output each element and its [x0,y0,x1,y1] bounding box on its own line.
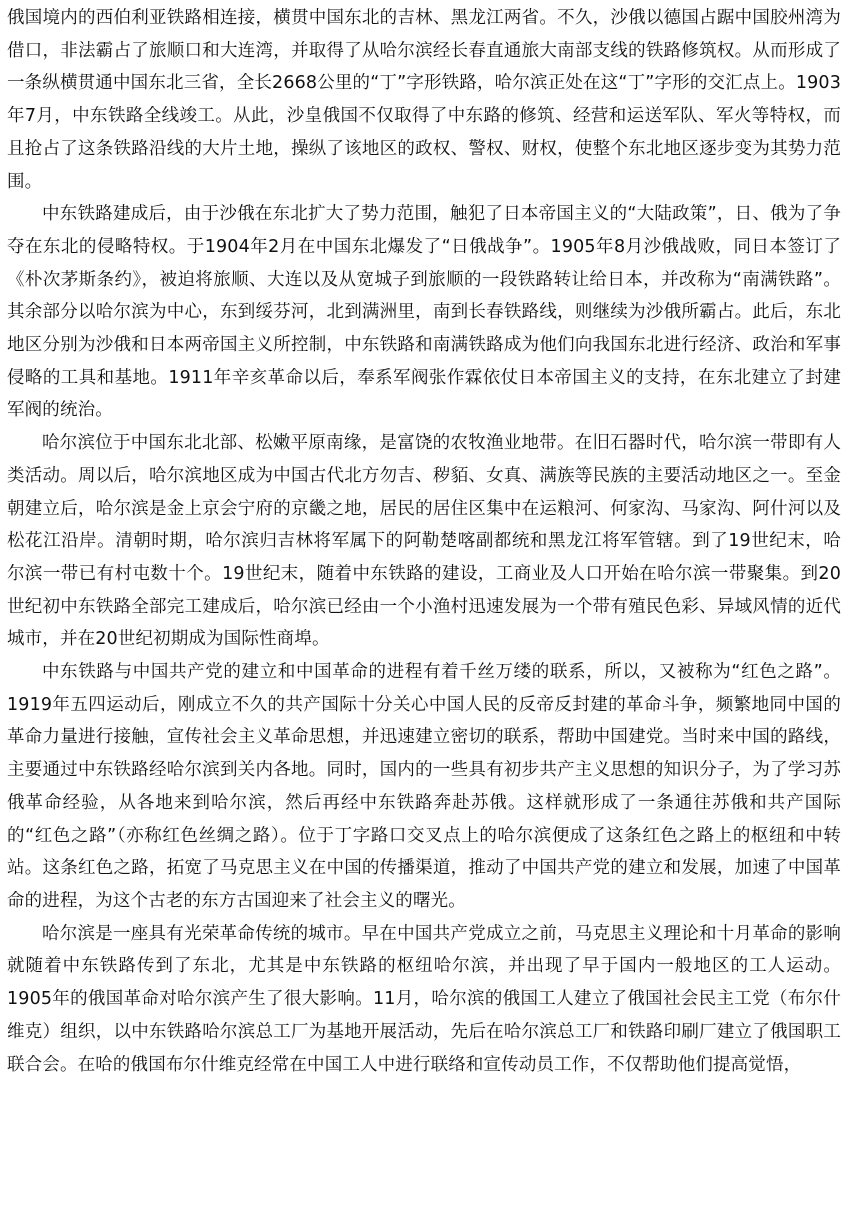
paragraph-4: 中东铁路与中国共产党的建立和中国革命的进程有着千丝万缕的联系，所以，又被称为“红色之路”。1919年五四运动后，刚成立不久的共产国际十分关心中国人民的反帝反封建的革命斗争，频繁地同中国的革命力量进行接触，宣传社会主义革命思想，并迅速建立密切的联系，帮助中国建党。当时来中国的路线，主要通过中东铁路经哈尔滨到关内各地。同时，国内的一些具有初步共产主义思想的知识分子，为了学习苏俄革命经验，从各地来到哈尔滨，然后再经中东铁路奔赴苏俄。这样就形成了一条通往苏俄和共产国际的“红色之路”（亦称红色丝绸之路）。位于丁字路口交叉点上的哈尔滨便成了这条红色之路上的枢纽和中转站。这条红色之路，拓宽了马克思主义在中国的传播渠道，推动了中国共产党的建立和发展，加速了中国革命的进程，为这个古老的东方古国迎来了社会主义的曙光。 [7,662,841,911]
paragraph-2: 中东铁路建成后，由于沙俄在东北扩大了势力范围，触犯了日本帝国主义的“大陆政策”，日、俄为了争夺在东北的侵略特权。于1904年2月在中国东北爆发了“日俄战争”。1905年8月沙俄战败，同日本签订了《朴次茅斯条约》，被迫将旅顺、大连以及从宽城子到旅顺的一段铁路转让给日本，并改称为“南满铁路”。其余部分以哈尔滨为中心，东到绥芬河，北到满洲里，南到长春铁路线，则继续为沙俄所霸占。此后，东北地区分别为沙俄和日本两帝国主义所控制，中东铁路和南满铁路成为他们向我国东北进行经济、政治和军事侵略的工具和基地。1911年辛亥革命以后，奉系军阀张作霖依仗日本帝国主义的支持，在东北建立了封建军阀的统治。 [7,204,841,421]
paragraph-5: 哈尔滨是一座具有光荣革命传统的城市。早在中国共产党成立之前，马克思主义理论和十月革命的影响就随着中东铁路传到了东北，尤其是中东铁路的枢纽哈尔滨，并出现了早于国内一般地区的工人运动。1905年的俄国革命对哈尔滨产生了很大影响。11月，哈尔滨的俄国工人建立了俄国社会民主工党（布尔什维克）组织，以中东铁路哈尔滨总工厂为基地开展活动，先后在哈尔滨总工厂和铁路印刷厂建立了俄国职工联合会。在哈的俄国布尔什维克经常在中国工人中进行联络和宣传动员工作，不仅帮助他们提高觉悟， [7,923,841,1075]
paragraph-1: 俄国境内的西伯利亚铁路相连接，横贯中国东北的吉林、黑龙江两省。不久，沙俄以德国占踞中国胶州湾为借口，非法霸占了旅顺口和大连湾，并取得了从哈尔滨经长春直通旅大南部支线的铁路修筑权。从而形成了一条纵横贯通中国东北三省，全长2668公里的“丁”字形铁路，哈尔滨正处在这“丁”字形的交汇点上。1903年7月，中东铁路全线竣工。从此，沙皇俄国不仅取得了中东路的修筑、经营和运送军队、军火等特权，而且抢占了这条铁路沿线的大片土地，操纵了该地区的政权、警权、财权，使整个东北地区逐步变为其势力范围。 [7,8,841,192]
paragraph-3: 哈尔滨位于中国东北北部、松嫩平原南缘，是富饶的农牧渔业地带。在旧石器时代，哈尔滨一带即有人类活动。周以后，哈尔滨地区成为中国古代北方勿吉、秽貊、女真、满族等民族的主要活动地区之一。至金朝建立后，哈尔滨是金上京会宁府的京畿之地，居民的居住区集中在运粮河、何家沟、马家沟、阿什河以及松花江沿岸。清朝时期，哈尔滨归吉林将军属下的阿勒楚喀副都统和黑龙江将军管辖。到了19世纪末，哈尔滨一带已有村屯数十个。19世纪末，随着中东铁路的建设，工商业及人口开始在哈尔滨一带聚集。到20世纪初中东铁路全部完工建成后，哈尔滨已经由一个小渔村迅速发展为一个带有殖民色彩、异域风情的近代城市，并在20世纪初期成为国际性商埠。 [7,433,841,650]
